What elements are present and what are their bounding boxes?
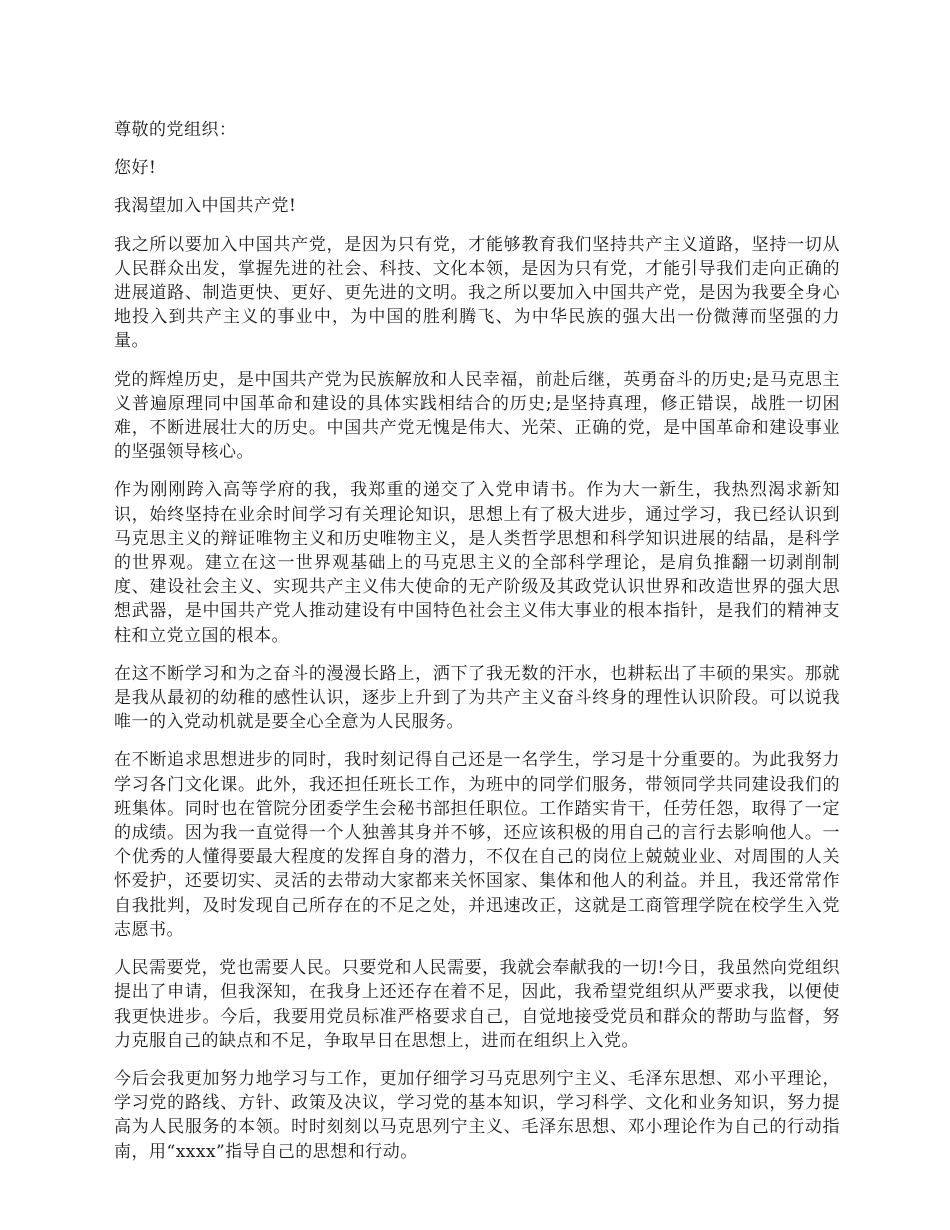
paragraph-1: 我渴望加入中国共产党! <box>114 196 297 217</box>
paragraph-3: 党的辉煌历史，是中国共产党为民族解放和人民幸福，前赴后继，英勇奋斗的历史;是马克思主义普遍原理同中国革命和建设的具体实践相结合的历史;是坚持真理，修正错误，战胜一切困难，不断进展壮大的历史。中国共产党无愧是伟大、光荣、正确的党，是中国革命和建设事业的坚强领导核心。 <box>114 369 840 463</box>
paragraph-8: 今后会我更加努力地学习与工作，更加仔细学习马克思列宁主义、毛泽东思想、邓小平理论，学习党的路线、方针、政策及决议，学习党的基本知识，学习科学、文化和业务知识，努力提高为人民服务的本领。时时刻刻以马克思列宁主义、毛泽东思想、邓小理论作为自己的行动指南，用“xxxx”指导自己的思想和行动。 <box>114 1068 840 1162</box>
salutation: 尊敬的党组织： <box>114 120 237 140</box>
paragraph-6: 在不断追求思想进步的同时，我时刻记得自己还是一名学生，学习是十分重要的。为此我努力学习各门文化课。此外，我还担任班长工作，为班中的同学们服务，带领同学共同建设我们的班集体。同时也在管院分团委学生会秘书部担任职位。工作踏实肯干，任劳任怨，取得了一定的成绩。因为我一直觉得一个人独善其身并不够，还应该积极的用自己的言行去影响他人。一个优秀的人懂得要最大程度的发挥自身的潜力，不仅在自己的岗位上兢兢业业、对周围的人关怀爱护，还要切实、灵活的去带动大家都来关怀国家、集体和他人的利益。并且，我还常常作自我批判，及时发现自己所存在的不足之处，并迅速改正，这就是工商管理学院在校学生入党志愿书。 <box>114 750 840 940</box>
paragraph-5: 在这不断学习和为之奋斗的漫漫长路上，洒下了我无数的汗水，也耕耘出了丰硕的果实。那就是我从最初的幼稚的感性认识，逐步上升到了为共产主义奋斗终身的理性认识阶段。可以说我唯一的入党动机就是要全心全意为人民服务。 <box>114 663 840 733</box>
letter-page <box>114 118 840 1178</box>
greeting: 您好! <box>114 158 157 179</box>
paragraph-7: 人民需要党，党也需要人民。只要党和人民需要，我就会奉献我的一切!今日，我虽然向党组织提出了申请，但我深知，在我身上还还存在着不足，因此，我希望党组织从严要求我，以便使我更快进步。今后，我要用党员标准严格要求自己，自觉地接受党员和群众的帮助与监督，努力克服自己的缺点和不足，争取早日在思想上，进而在组织上入党。 <box>114 958 840 1051</box>
paragraph-4: 作为刚刚跨入高等学府的我，我郑重的递交了入党申请书。作为大一新生，我热烈渴求新知识，始终坚持在业余时间学习有关理论知识，思想上有了极大进步，通过学习，我已经认识到马克思主义的辩证唯物主义和历史唯物主义，是人类哲学思想和科学知识进展的结晶，是科学的世界观。建立在这一世界观基础上的马克思主义的全部科学理论，是肩负推翻一切剥削制度、建设社会主义、实现共产主义伟大使命的无产阶级及其政党认识世界和改造世界的强大思想武器，是中国共产党人推动建设有中国特色社会主义伟大事业的根本指针，是我们的精神支柱和立党立国的根本。 <box>114 480 840 646</box>
paragraph-2: 我之所以要加入中国共产党，是因为只有党，才能够教育我们坚持共产主义道路，坚持一切从人民群众出发，掌握先进的社会、科技、文化本领，是因为只有党，才能引导我们走向正确的进展道路、制造更快、更好、更先进的文明。我之所以要加入中国共产党，是因为我要全身心地投入到共产主义的事业中，为中国的胜利腾飞、为中华民族的强大出一份微薄而坚强的力量。 <box>114 234 840 352</box>
